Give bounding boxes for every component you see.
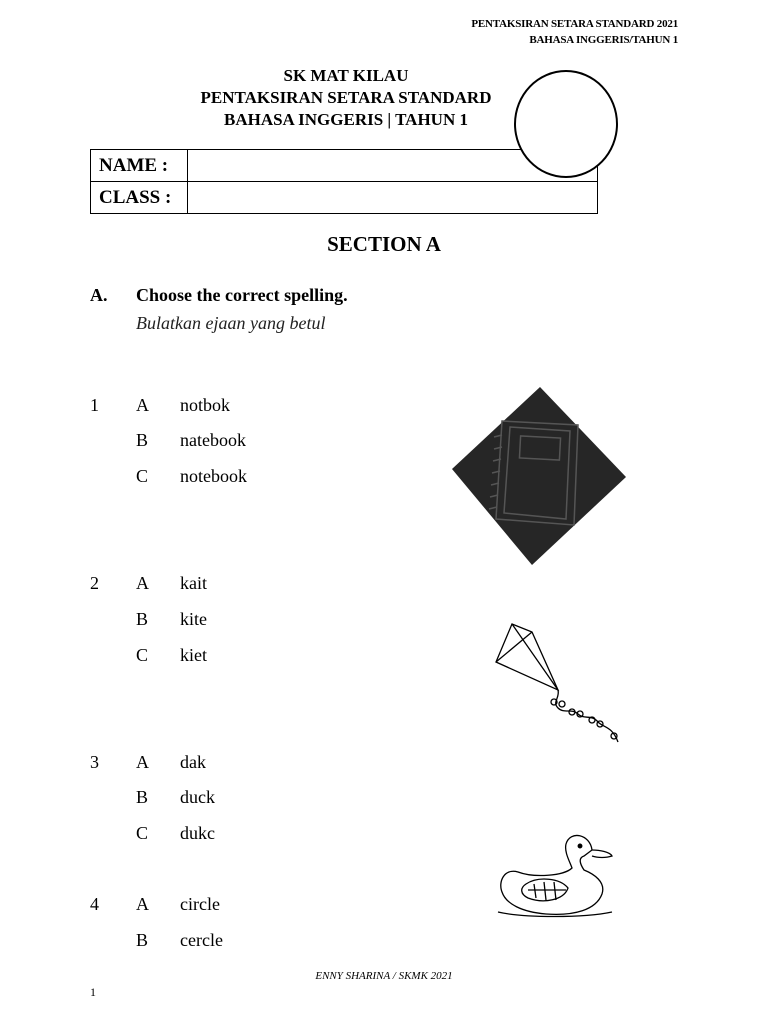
option-letter[interactable]: B (136, 787, 149, 807)
class-row (91, 182, 598, 214)
question-letter: A. (90, 285, 108, 305)
option-word[interactable]: dak (180, 752, 206, 772)
option-word[interactable]: dukc (180, 823, 215, 843)
option-word[interactable]: duck (180, 787, 215, 807)
marks-circle (514, 70, 618, 178)
page-number: 1 (90, 985, 96, 999)
student-info-table (90, 149, 598, 214)
option-letter[interactable]: C (136, 466, 149, 486)
question-translation: Bulatkan ejaan yang betul (136, 313, 326, 333)
option-letter[interactable]: A (136, 395, 149, 415)
name-label: NAME : (91, 150, 188, 182)
footer-credit: ENNY SHARINA / SKMK 2021 (315, 970, 453, 982)
item-number: 3 (90, 752, 99, 772)
option-letter[interactable]: A (136, 752, 149, 772)
duck-picture (494, 828, 616, 920)
class-field[interactable] (188, 182, 598, 214)
option-word[interactable]: kait (180, 573, 207, 593)
option-letter[interactable]: A (136, 573, 149, 593)
exam-name: PENTAKSIRAN SETARA STANDARD (200, 88, 492, 107)
option-word[interactable]: cercle (180, 930, 223, 950)
option-word[interactable]: notbok (180, 395, 231, 415)
option-word[interactable]: kiet (180, 645, 207, 665)
notebook-picture (450, 385, 630, 567)
item-number: 4 (90, 894, 99, 914)
kite-picture (488, 618, 628, 752)
option-letter[interactable]: C (136, 823, 149, 843)
class-label: CLASS : (91, 182, 188, 214)
item-number: 1 (90, 395, 99, 415)
option-letter[interactable]: A (136, 894, 149, 914)
name-row (91, 150, 598, 182)
option-word[interactable]: natebook (180, 430, 246, 450)
option-word[interactable]: notebook (180, 466, 247, 486)
header-line-1: PENTAKSIRAN SETARA STANDARD 2021 (471, 18, 678, 30)
header-line-2: BAHASA INGGERIS/TAHUN 1 (529, 34, 678, 46)
option-letter[interactable]: B (136, 430, 149, 450)
option-letter[interactable]: C (136, 645, 149, 665)
school-name: SK MAT KILAU (283, 66, 409, 85)
option-letter[interactable]: B (136, 609, 149, 629)
option-word[interactable]: circle (180, 894, 220, 914)
subject-name: BAHASA INGGERIS | TAHUN 1 (223, 110, 468, 129)
option-letter[interactable]: B (136, 930, 149, 950)
section-title: SECTION A (327, 232, 441, 256)
option-word[interactable]: kite (180, 609, 207, 629)
item-number: 2 (90, 573, 99, 593)
question-instruction: Choose the correct spelling. (136, 285, 348, 305)
